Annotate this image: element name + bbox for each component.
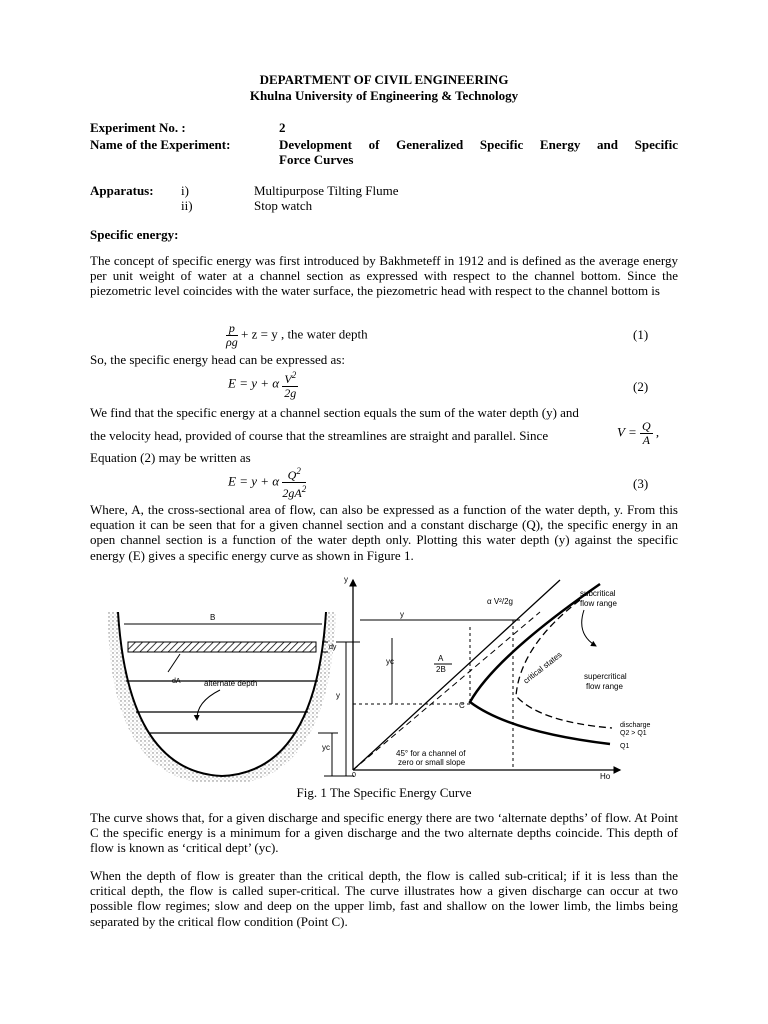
channel-bank bbox=[108, 612, 336, 782]
experiment-name-line2: Force Curves bbox=[279, 152, 354, 167]
forty-five-degree-note-2: zero or small slope bbox=[398, 758, 466, 767]
experiment-name-label: Name of the Experiment: bbox=[90, 137, 231, 152]
paragraph-equation-2-rewrite: Equation (2) may be written as bbox=[90, 450, 251, 465]
critical-depth-label: yc bbox=[322, 743, 330, 752]
paragraph-alternate-depths: The curve shows that, for a given discharge and specific energy there are two ‘alternate depths’ of flow. At Point C the specific energy is a minimum for a given discharge and the two alternate depths coincide. This depth of flow is known as ‘critical dept’ (yc). bbox=[90, 810, 678, 856]
paragraph-intro: The concept of specific energy was first introduced by Bakhmeteff in 1912 and is defined as the average energy per unit weight of water at a channel section as expressed with respect to the channel bottom. Since the piezometric level coincides with the water surface, the piezometric head with respect to the channel bottom is bbox=[90, 253, 678, 299]
department-heading: DEPARTMENT OF CIVIL ENGINEERING bbox=[259, 72, 509, 87]
paragraph-velocity-head-a: We find that the specific energy at a channel section equals the sum of the water depth (y) and bbox=[90, 405, 579, 420]
equation-1-number: (1) bbox=[633, 327, 649, 342]
a-over-2b-den: 2B bbox=[436, 665, 446, 674]
yc-label: yc bbox=[386, 657, 394, 666]
apparatus-label: Apparatus: bbox=[90, 183, 154, 198]
alpha-velocity-head-label: α V²/2g bbox=[487, 597, 513, 606]
equation-2-number: (2) bbox=[633, 379, 649, 394]
subcritical-label-2: flow range bbox=[580, 599, 617, 608]
piezometric-fraction: $\frac{p}{\rho g}$ bbox=[226, 321, 238, 349]
channel-strip-dA bbox=[128, 642, 316, 652]
supercritical-label: supercritical bbox=[584, 672, 627, 681]
discharge-label: discharge bbox=[620, 722, 651, 729]
critical-states-line bbox=[353, 612, 540, 770]
equation-3-number: (3) bbox=[633, 476, 649, 491]
discharge-fraction: $\frac{Q^2}{2gA^2}$ bbox=[282, 466, 307, 500]
equation-3 bbox=[228, 465, 306, 500]
figure-caption: Fig. 1 The Specific Energy Curve bbox=[296, 785, 472, 800]
specific-energy-figure bbox=[0, 572, 768, 782]
origin-label: 0 bbox=[352, 772, 356, 779]
equation-2 bbox=[228, 369, 298, 400]
apparatus-item: Multipurpose Tilting Flume bbox=[254, 183, 399, 198]
equation-1-tail: + z = y , the water depth bbox=[241, 326, 368, 342]
paragraph-flow-regimes: When the depth of flow is greater than the critical depth, the flow is called sub-critical; if it is less than the critical depth, the flow is called super-critical. The curve illustrates how a given discharge can occur at two possible flow regimes; slow and deep on the upper limb, fast and shallow on the lower limb, the limbs being separated by the critical flow condition (Point C). bbox=[90, 868, 678, 929]
critical-states-label: critical states bbox=[521, 650, 564, 686]
velocity-head-fraction: $\frac{V^2}{2g}$ bbox=[284, 370, 297, 400]
a-over-2b-num: A bbox=[438, 654, 444, 663]
q1-label: Q1 bbox=[620, 743, 630, 750]
university-heading: Khulna University of Engineering & Technology bbox=[249, 88, 519, 103]
forty-five-degree-note: 45° for a channel of bbox=[396, 749, 466, 758]
paragraph-specific-energy-head: So, the specific energy head can be expressed as: bbox=[90, 352, 345, 367]
equation-1 bbox=[226, 322, 368, 349]
section-heading: Specific energy: bbox=[90, 227, 179, 242]
experiment-no-value: 2 bbox=[279, 120, 286, 135]
paragraph-velocity-head-b: the velocity head, provided of course that the streamlines are straight and parallel. Since bbox=[90, 428, 549, 443]
dy-label: dy bbox=[329, 644, 337, 651]
discharge-comparison: Q2 > Q1 bbox=[620, 730, 647, 737]
apparatus-item: Stop watch bbox=[254, 198, 313, 213]
da-label: dA bbox=[172, 678, 181, 685]
supercritical-label-2: flow range bbox=[586, 682, 623, 691]
point-c-label: C bbox=[459, 701, 465, 710]
width-b-label: B bbox=[210, 613, 216, 622]
apparatus-item-number: i) bbox=[181, 183, 189, 198]
specific-energy-curve-q2 bbox=[516, 600, 612, 728]
depth-y-label: y bbox=[336, 691, 340, 700]
equation-3-lhs: E = y + α bbox=[228, 473, 280, 489]
y-axis-label: y bbox=[344, 575, 348, 584]
velocity-definition: V = $\frac{Q}{A}$ , bbox=[617, 419, 660, 447]
depth-y-top-label: y bbox=[400, 610, 404, 619]
alternate-depth-label: alternate depth bbox=[204, 679, 258, 688]
experiment-no-label: Experiment No. : bbox=[90, 120, 186, 135]
energy-axis-label: Ho bbox=[600, 772, 611, 781]
subcritical-label: subcritical bbox=[580, 589, 616, 598]
apparatus-item-number: ii) bbox=[181, 198, 193, 213]
paragraph-area-function: Where, A, the cross-sectional area of flow, can also be expressed as a function of the water depth, y. From this equation it can be seen that for a given channel section and a constant discharge (Q), the specific energy in an open channel section is a function of the water depth only. Plotting this water depth (y) against the specific energy (E) gives a specific energy curve as shown in Figure 1. bbox=[90, 502, 678, 563]
q-over-a-fraction: $\frac{Q}{A}$ bbox=[641, 419, 651, 447]
equation-2-lhs: E = y + α bbox=[228, 375, 280, 391]
experiment-name-line1: Development of Generalized Specific Energy and Specific bbox=[279, 137, 678, 152]
